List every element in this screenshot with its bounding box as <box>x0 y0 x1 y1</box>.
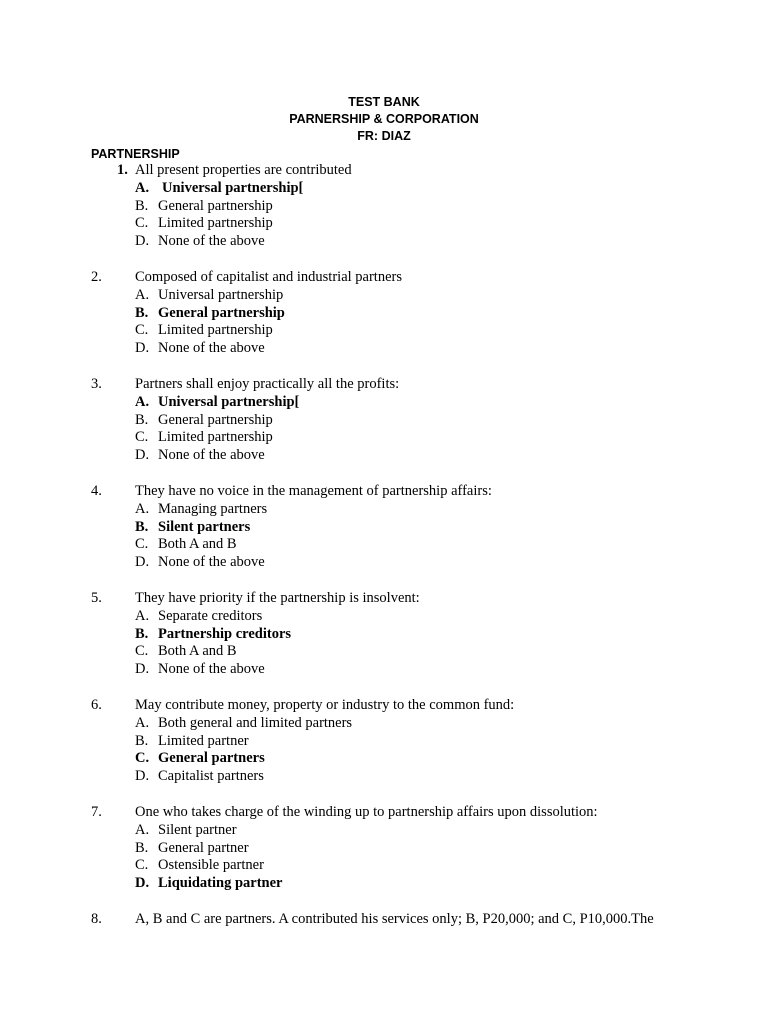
option-text: Limited partnership <box>158 215 273 232</box>
option-letter: A. <box>135 179 150 196</box>
question-number: 6. <box>91 697 102 713</box>
question-number: 5. <box>91 590 102 606</box>
option-letter: C. <box>135 750 150 767</box>
option-text: General partnership <box>158 304 285 321</box>
option-text: Ostensible partner <box>158 857 264 874</box>
option-letter: D. <box>135 875 150 892</box>
option-letter: C. <box>135 643 149 660</box>
doc-subtitle: PARNERSHIP & CORPORATION <box>289 112 479 126</box>
option-text: Silent partners <box>158 518 251 535</box>
question-number: 8. <box>91 911 102 927</box>
option-text: Limited partnership <box>158 429 273 446</box>
option-letter: B. <box>135 839 149 856</box>
option-letter: B. <box>135 411 149 428</box>
option-text: Universal partnership <box>158 286 284 303</box>
option-letter: D. <box>135 554 150 571</box>
option-letter: B. <box>135 518 149 535</box>
option-text: Universal partnership[ <box>158 393 300 410</box>
option-text: Both A and B <box>158 536 237 553</box>
option-letter: B. <box>135 732 149 749</box>
option-letter: D. <box>135 233 150 250</box>
option-text: Silent partner <box>158 821 237 838</box>
option-letter: A. <box>135 286 150 303</box>
option-text: Both A and B <box>158 643 237 660</box>
option-letter: D. <box>135 340 150 357</box>
option-text: Partnership creditors <box>158 625 292 642</box>
option-text: Separate creditors <box>158 607 263 624</box>
question-text: All present properties are contributed <box>135 162 352 178</box>
option-text: General partners <box>158 750 265 767</box>
option-text: Managing partners <box>158 500 268 517</box>
question-text: They have priority if the partnership is insolvent: <box>135 590 420 606</box>
option-text: None of the above <box>158 340 265 357</box>
option-letter: C. <box>135 215 149 232</box>
option-letter: A. <box>135 607 150 624</box>
question-text: May contribute money, property or industry to the common fund: <box>135 697 515 713</box>
option-letter: D. <box>135 447 150 464</box>
option-text: General partnership <box>158 411 273 428</box>
option-letter: C. <box>135 536 149 553</box>
option-letter: C. <box>135 429 149 446</box>
question-number: 1. <box>117 162 128 178</box>
option-letter: C. <box>135 857 149 874</box>
option-letter: A. <box>135 500 150 517</box>
option-text: None of the above <box>158 554 265 571</box>
option-text: General partner <box>158 839 249 856</box>
option-text: Limited partnership <box>158 322 273 339</box>
option-letter: B. <box>135 304 149 321</box>
question-text: Partners shall enjoy practically all the profits: <box>135 376 400 392</box>
option-letter: D. <box>135 661 150 678</box>
option-text: Universal partnership[ <box>162 179 304 196</box>
option-letter: C. <box>135 322 149 339</box>
doc-title: TEST BANK <box>348 95 420 109</box>
question-number: 7. <box>91 804 102 820</box>
option-text: Both general and limited partners <box>158 714 353 731</box>
option-text: Capitalist partners <box>158 768 264 785</box>
option-text: General partnership <box>158 197 273 214</box>
option-letter: D. <box>135 768 150 785</box>
question-number: 2. <box>91 269 102 285</box>
question-number: 4. <box>91 483 102 499</box>
option-letter: B. <box>135 197 149 214</box>
option-text: None of the above <box>158 233 265 250</box>
question-text: One who takes charge of the winding up to partnership affairs upon dissolution: <box>135 804 598 820</box>
option-text: Limited partner <box>158 732 249 749</box>
question-text: They have no voice in the management of partnership affairs: <box>135 483 492 499</box>
question-number: 3. <box>91 376 102 392</box>
option-text: Liquidating partner <box>158 875 283 892</box>
option-letter: A. <box>135 821 150 838</box>
doc-author: FR: DIAZ <box>357 129 411 143</box>
option-text: None of the above <box>158 447 265 464</box>
question-text: A, B and C are partners. A contributed his services only; B, P20,000; and C, P10,000.The <box>135 911 654 927</box>
question-text: Composed of capitalist and industrial partners <box>135 269 402 285</box>
option-letter: A. <box>135 393 150 410</box>
option-letter: B. <box>135 625 149 642</box>
section-title: PARTNERSHIP <box>91 147 180 161</box>
option-text: None of the above <box>158 661 265 678</box>
option-letter: A. <box>135 714 150 731</box>
